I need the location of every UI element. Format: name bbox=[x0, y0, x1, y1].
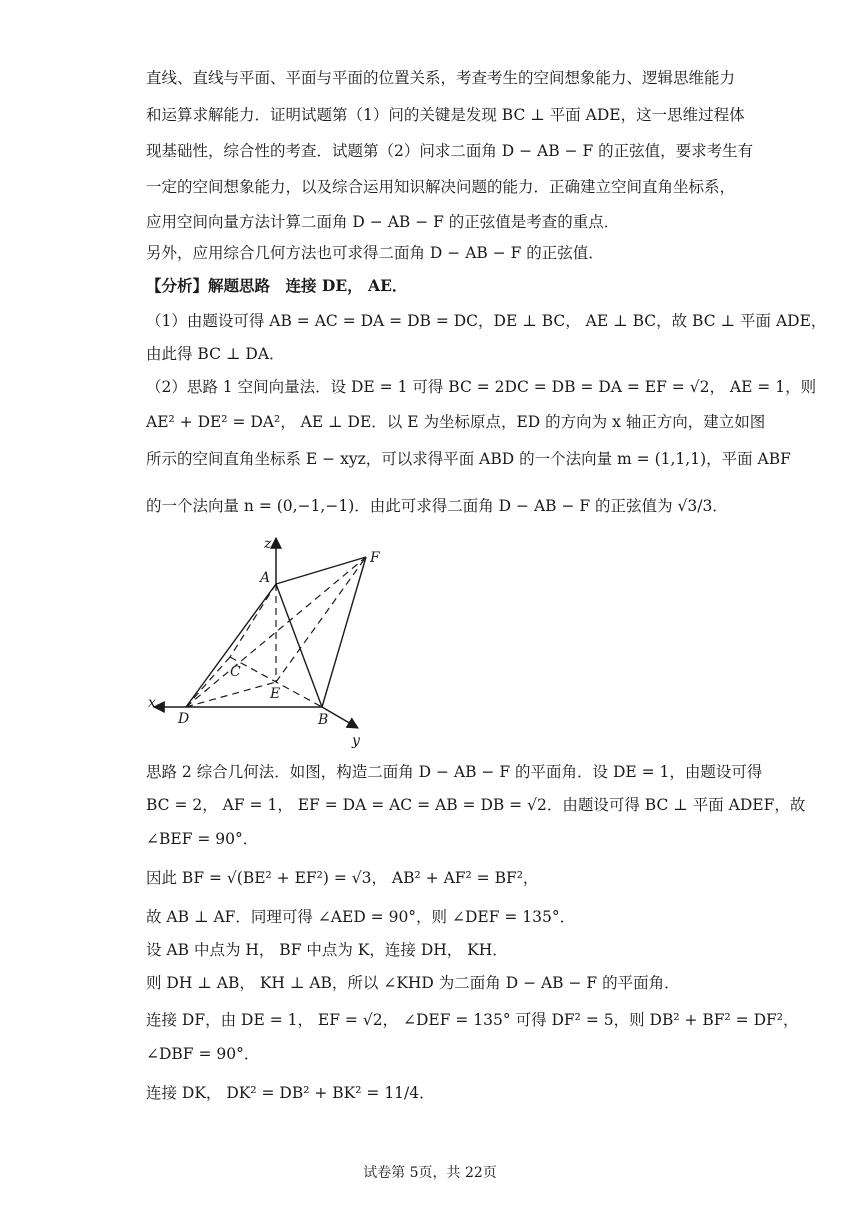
paragraph-line: 故 AB ⊥ AF．同理可得 ∠AED = 90°，则 ∠DEF = 135°． bbox=[146, 908, 576, 926]
edge-DE bbox=[186, 682, 276, 707]
paragraph-line: AE² + DE² = DA²， AE ⊥ DE．以 E 为坐标原点，ED 的方向为 x 轴正方向，建立如图 bbox=[146, 413, 766, 431]
paragraph-line: 由此得 BC ⊥ DA． bbox=[146, 345, 285, 363]
edge-AB bbox=[276, 584, 322, 707]
paragraph-line: 因此 BF = √(BE² + EF²) = √3， AB² + AF² = BF²， bbox=[146, 869, 539, 887]
edge-AD bbox=[186, 584, 276, 707]
paragraph-line: 直线、直线与平面、平面与平面的位置关系，考查考生的空间想象能力、逻辑思维能力 bbox=[146, 69, 736, 87]
label-A: A bbox=[260, 570, 271, 586]
geometry-figure bbox=[140, 530, 390, 750]
analysis-heading-line: 【分析】解题思路 连接 DE， AE． bbox=[146, 276, 408, 295]
paragraph-line: BC = 2， AF = 1， EF = DA = AC = AB = DB = √2．由题设可得 BC ⊥ 平面 ADEF，故 bbox=[146, 796, 806, 814]
edge-AF bbox=[276, 557, 366, 584]
edge-CD bbox=[186, 657, 230, 707]
label-z: z bbox=[264, 536, 272, 552]
edge-AC bbox=[230, 584, 276, 657]
paragraph-line: 的一个法向量 n = (0,−1,−1)．由此可求得二面角 D − AB − F 的正弦值为 √3/3． bbox=[146, 497, 728, 515]
edge-FB bbox=[322, 557, 366, 707]
label-F: F bbox=[370, 550, 380, 566]
paragraph-line: 现基础性，综合性的考查．试题第（2）问求二面角 D − AB − F 的正弦值，要求考生有 bbox=[146, 142, 754, 160]
paragraph-line: 连接 DK， DK² = DB² + BK² = 11/4． bbox=[146, 1084, 435, 1102]
paragraph-line: 另外，应用综合几何方法也可求得二面角 D − AB − F 的正弦值． bbox=[146, 244, 604, 262]
label-E: E bbox=[270, 686, 281, 702]
paragraph-line: 所示的空间直角坐标系 E − xyz，可以求得平面 ABD 的一个法向量 m = (1,1,1)，平面 ABF bbox=[146, 450, 791, 468]
paragraph-line: 设 AB 中点为 H， BF 中点为 K，连接 DH， KH． bbox=[146, 941, 508, 959]
paragraph-line: 和运算求解能力．证明试题第（1）问的关键是发现 BC ⊥ 平面 ADE，这一思维过程体 bbox=[146, 106, 745, 124]
label-C: C bbox=[230, 664, 241, 680]
paragraph-line: 连接 DF，由 DE = 1， EF = √2， ∠DEF = 135° 可得 DF² = 5，则 DB² + BF² = DF²， bbox=[146, 1011, 799, 1029]
label-y: y bbox=[352, 733, 360, 749]
paragraph-line: （1）由题设可得 AB = AC = DA = DB = DC，DE ⊥ BC， AE ⊥ BC，故 BC ⊥ 平面 ADE， bbox=[146, 312, 827, 330]
label-x: x bbox=[148, 695, 156, 711]
paragraph-line: 一定的空间想象能力，以及综合运用知识解决问题的能力．正确建立空间直角坐标系， bbox=[146, 178, 736, 196]
paragraph-line: （2）思路 1 空间向量法．设 DE = 1 可得 BC = 2DC = DB = DA = EF = √2， AE = 1，则 bbox=[146, 378, 817, 396]
paragraph-line: ∠DBF = 90°． bbox=[146, 1045, 260, 1063]
paragraph-line: ∠BEF = 90°． bbox=[146, 830, 259, 848]
paragraph-line: 应用空间向量方法计算二面角 D − AB − F 的正弦值是考查的重点． bbox=[146, 213, 620, 231]
page-footer: 试卷第 5页，共 22页 bbox=[363, 1165, 497, 1181]
label-B: B bbox=[318, 712, 329, 728]
label-D: D bbox=[178, 711, 190, 727]
paragraph-line: 思路 2 综合几何法．如图，构造二面角 D − AB − F 的平面角．设 DE = 1，由题设可得 bbox=[146, 763, 763, 781]
paragraph-line: 则 DH ⊥ AB， KH ⊥ AB，所以 ∠KHD 为二面角 D − AB − F 的平面角． bbox=[146, 974, 680, 992]
